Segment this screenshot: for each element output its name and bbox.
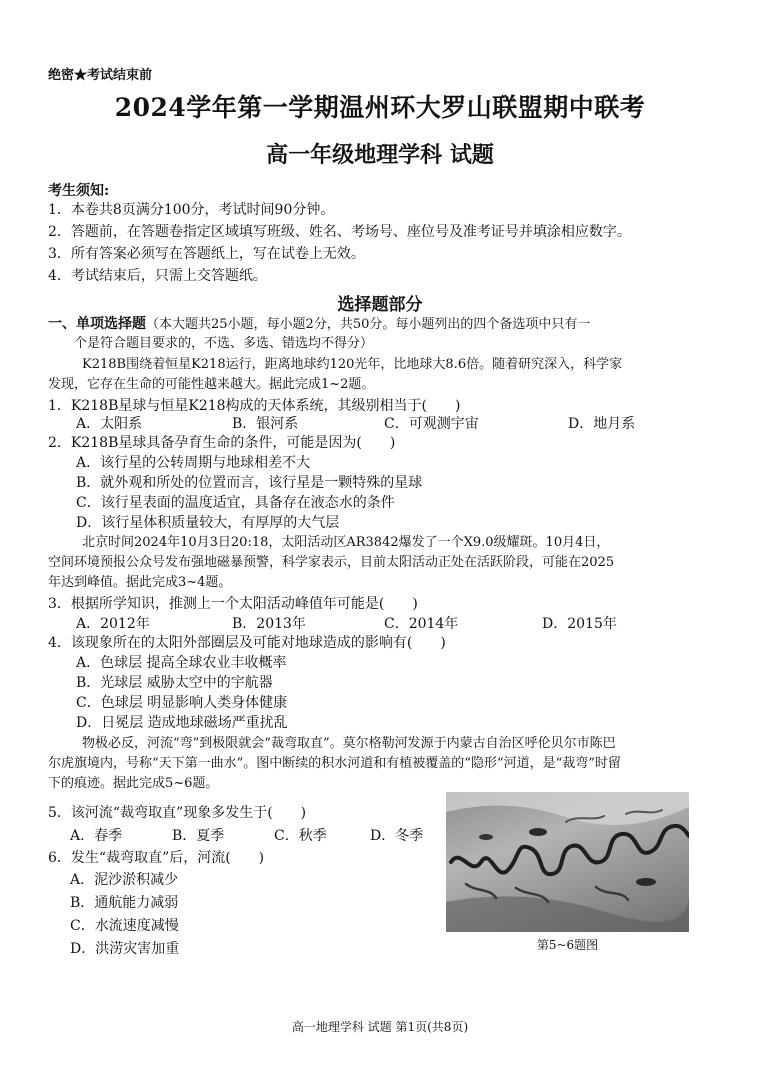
question-stem: 5．该河流“裁弯取直”现象多发生于( ) xyxy=(48,805,307,821)
question-stem: 1．K218B星球与恒星K218构成的天体系统，其级别相当于( ) xyxy=(48,398,461,414)
page-footer: 高一地理学科 试题 第1页(共8页) xyxy=(291,1020,469,1034)
passage-line: 空间环境预报公众号发布强地磁暴预警，科学家表示，目前太阳活动正处在活跃阶段，可能在2025 xyxy=(48,555,615,570)
option-b: B．就外观和所处的位置而言，该行星是一颗特殊的星球 xyxy=(76,475,423,491)
option-d: D．2015年 xyxy=(542,616,617,632)
passage-line: 尔虎旗境内，号称“天下第一曲水”。图中断续的积水河道和有植被覆盖的“隐形”河道，是“裁弯”时留 xyxy=(48,756,621,771)
notice-item: 3．所有答案必须写在答题纸上，写在试卷上无效。 xyxy=(48,246,365,262)
exam-subtitle: 高一年级地理学科 试题 xyxy=(266,142,494,168)
part-desc-1: （本大题共25小题，每小题2分，共50分。每小题列出的四个备选项中只有一 xyxy=(146,317,591,332)
option-d: D．日冕层 造成地球磁场严重扰乱 xyxy=(76,715,288,731)
passage-line: 物极必反，河流“弯”到极限就会“裁弯取直”。莫尔格勒河发源于内蒙古自治区呼伦贝尔市陈巴 xyxy=(82,736,616,751)
option-b: B．光球层 威胁太空中的宇航器 xyxy=(76,675,273,691)
option-c: C．水流速度减慢 xyxy=(70,918,179,934)
option-a: A．色球层 提高全球农业丰收概率 xyxy=(76,655,287,671)
option-d: D．地月系 xyxy=(568,416,636,432)
part-instructions xyxy=(48,314,714,335)
passage-line: K218B围绕着恒星K218运行，距离地球约120光年，比地球大8.6倍。随着研究深入，科学家 xyxy=(82,357,623,372)
option-b: B．银河系 xyxy=(232,416,299,432)
notice-item: 2．答题前，在答题卷指定区域填写班级、姓名、考场号、座位号及准考证号并填涂相应数字。 xyxy=(48,224,631,240)
option-b: B．夏季 xyxy=(172,828,225,844)
exam-title: 2024学年第一学期温州环大罗山联盟期中联考 xyxy=(114,93,646,122)
passage-line: 年达到峰值。据此完成3~4题。 xyxy=(48,575,232,590)
notice-heading: 考生须知: xyxy=(48,183,110,199)
question-stem: 3．根据所学知识，推测上一个太阳活动峰值年可能是( ) xyxy=(48,596,418,612)
option-c: C．可观测宇宙 xyxy=(384,416,479,432)
figure-caption: 第5~6题图 xyxy=(536,938,599,952)
question-stem: 4．该现象所在的太阳外部圈层及可能对地球造成的影响有( ) xyxy=(48,635,446,651)
option-c: C．秋季 xyxy=(274,828,327,844)
option-a: A．春季 xyxy=(70,828,123,844)
passage-line: 北京时间2024年10月3日20:18，太阳活动区AR3842爆发了一个X9.0级耀斑。10月4日， xyxy=(82,535,610,550)
option-c: C．2014年 xyxy=(384,616,459,632)
option-c: C．色球层 明显影响人类身体健康 xyxy=(76,695,288,711)
option-b: B．2013年 xyxy=(232,616,306,632)
section-title: 选择题部分 xyxy=(337,295,423,315)
passage-line: 下的痕迹。据此完成5~6题。 xyxy=(48,776,219,791)
option-a: A．泥沙淤积减少 xyxy=(70,872,179,888)
notice-item: 4．考试结束后，只需上交答题纸。 xyxy=(48,268,267,284)
confidential-label: 绝密★考试结束前 xyxy=(48,68,153,83)
option-d: D．洪涝灾害加重 xyxy=(70,941,180,957)
question-stem: 2．K218B星球具备孕育生命的条件，可能是因为( ) xyxy=(48,435,396,451)
option-d: D．该行星体积质量较大，有厚厚的大气层 xyxy=(76,515,340,531)
river-illustration xyxy=(446,792,689,932)
notice-item: 1．本卷共8页满分100分，考试时间90分钟。 xyxy=(48,202,335,218)
option-c: C．该行星表面的温度适宜，具备存在液态水的条件 xyxy=(76,495,395,511)
option-a: A．2012年 xyxy=(76,616,150,632)
passage-line: 发现，它存在生命的可能性越来越大。据此完成1~2题。 xyxy=(48,377,375,392)
meandering-river-photo xyxy=(446,792,689,932)
option-d: D．冬季 xyxy=(370,828,424,844)
question-stem: 6．发生“裁弯取直”后，河流( ) xyxy=(48,850,265,866)
option-a: A．太阳系 xyxy=(76,416,143,432)
option-b: B．通航能力减弱 xyxy=(70,895,179,911)
part-desc-2: 个是符合题目要求的，不选、多选、错选均不得分） xyxy=(74,336,374,351)
part-label: 一、单项选择题 xyxy=(48,316,146,332)
option-a: A．该行星的公转周期与地球相差不大 xyxy=(76,455,311,471)
